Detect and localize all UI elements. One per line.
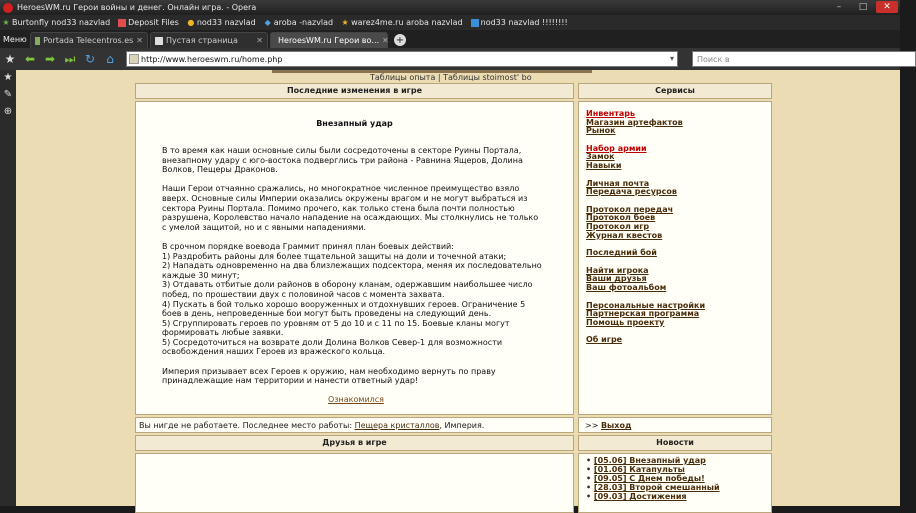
news-body: [162, 146, 544, 395]
window-title-bar: [0, 0, 900, 15]
search-input[interactable]: Поиск в: [692, 51, 916, 67]
tab-bar: [0, 30, 900, 48]
service-link-partner-program[interactable]: Партнерская программа: [586, 309, 700, 319]
news-title: Внезапный удар: [316, 119, 393, 128]
navigation-toolbar: [0, 48, 900, 70]
add-panel-icon[interactable]: ⊕: [3, 106, 13, 117]
news-paragraph: В то время как наши основные силы были сосредоточены в секторе Руины Портала, внезапному удару с юго-востока подверглись три района - Равнина Ящеров, Долина Волков, Пещеры Драконов.: [162, 146, 523, 175]
tab-telecentros[interactable]: Portada Telecentros.es ✕: [30, 32, 148, 48]
tab-heroeswm[interactable]: HeroesWM.ru Герои во... ✕: [270, 32, 388, 48]
page-content: [16, 70, 900, 506]
bookmark-item[interactable]: nod33 nazvlad !!!!!!!!: [471, 18, 568, 27]
news-list: [586, 456, 720, 501]
service-link-about[interactable]: Об игре: [586, 335, 623, 345]
service-link-photo-album[interactable]: Ваш фотоальбом: [586, 282, 667, 292]
news-paragraph: В срочном порядке воевода Граммит принял план боевых действий: 1) Раздробить районы для более тщательной защиты на доли и точечной атаки; 2) Нападать одновременно на два близлежащих подсектора, меняя их последовательно каждые 30 минут; 3) Отдавать отбитые доли районов в оборону кланам, одержавшим наибольшее число побед, по прошествии двух с половиной часов с момента захвата. 4) Пускать в бой только хорошо вооруженных и отдохнувших героев. Ограничение 5 боев в день, непроведенные бои могут быть проведены на следующий день. 5) Сгруппировать героев по уровням от 5 до 10 и с 11 по 15. Боевые кланы могут формировать любые заявки. 5) Сосредоточиться на возврате доли Долина Волков Север-1 для возможности освобождения наших Героев из вражеского кольца.: [162, 241, 542, 357]
close-tab-icon[interactable]: ✕: [382, 36, 389, 45]
service-link-mail[interactable]: Личная почта: [586, 178, 650, 188]
service-link-battle-log[interactable]: Протокол боев: [586, 213, 656, 223]
bookmark-item[interactable]: ★ Burtonfly nod33 nazvlad: [2, 17, 111, 27]
reload-icon[interactable]: ↻: [84, 52, 96, 66]
close-button[interactable]: ✕: [876, 1, 898, 13]
side-panel: [0, 70, 16, 506]
news-header: Новости: [578, 435, 772, 451]
menu-button[interactable]: Меню: [3, 34, 27, 44]
services-header: Сервисы: [578, 83, 772, 99]
close-tab-icon[interactable]: ✕: [136, 36, 143, 45]
minimize-button[interactable]: –: [836, 2, 842, 12]
site-icon: [129, 54, 139, 64]
service-link-find-player[interactable]: Найти игрока: [586, 265, 649, 275]
bookmarks-panel-icon[interactable]: ★: [3, 72, 13, 83]
news-item[interactable]: • [09.03] Достижения: [586, 492, 720, 501]
service-link-skills[interactable]: Навыки: [586, 160, 622, 170]
fast-forward-icon[interactable]: ⏭: [64, 51, 76, 66]
service-link-market[interactable]: Рынок: [586, 126, 616, 136]
news-item[interactable]: • [28.03] Второй смешанный: [586, 483, 720, 492]
news-paragraph: Империя призывает всех Героев к оружию, нам необходимо вернуть по праву принадлежащие нам территории и нанести ответный удар!: [162, 366, 496, 386]
service-link-recruit-army[interactable]: Набор армии: [586, 143, 647, 153]
tools-panel-icon[interactable]: ✎: [3, 89, 13, 100]
workplace-link[interactable]: Пещера кристаллов: [354, 421, 440, 430]
panel-toggle-icon[interactable]: ★: [4, 52, 16, 66]
service-link-resource-transfer[interactable]: Передача ресурсов: [586, 187, 677, 197]
recent-changes-panel: [135, 101, 574, 415]
new-tab-button[interactable]: +: [395, 34, 405, 46]
news-item[interactable]: • [09.05] С Днем победы!: [586, 474, 720, 483]
recent-changes-header: Последние изменения в игре: [135, 83, 574, 99]
friends-header: Друзья в игре: [135, 435, 574, 451]
bookmark-item[interactable]: Deposit Files: [118, 18, 179, 27]
back-arrow-icon[interactable]: ⬅: [24, 52, 36, 66]
chevron-down-icon[interactable]: ▾: [669, 54, 674, 63]
service-link-artifact-shop[interactable]: Магазин артефактов: [586, 117, 683, 127]
home-icon[interactable]: ⌂: [106, 52, 114, 66]
work-status: Вы нигде не работаете. Последнее место работы: Пещера кристаллов, Империя.: [135, 417, 574, 433]
service-link-game-log[interactable]: Протокол игр: [586, 221, 650, 231]
opera-logo-icon: [3, 3, 13, 13]
address-field[interactable]: http://www.heroeswm.ru/home.php ▾: [126, 51, 678, 67]
page-favicon-icon: [155, 37, 163, 45]
exit-link[interactable]: Выход: [600, 421, 632, 430]
service-link-quest-journal[interactable]: Журнал квестов: [586, 230, 663, 240]
maximize-button[interactable]: □: [858, 2, 868, 12]
bookmark-item[interactable]: ◆ aroba -nazvlad: [264, 17, 334, 27]
bookmark-item[interactable]: ● nod33 nazvlad: [187, 17, 256, 27]
news-item[interactable]: • [01.06] Катапульты: [586, 465, 720, 474]
window-title: HeroesWM.ru Герои войны и денег. Онлайн игра. - Opera: [17, 3, 257, 12]
page-favicon-icon: [35, 37, 40, 45]
services-list: [586, 110, 705, 345]
forward-arrow-icon[interactable]: ➡: [44, 52, 56, 66]
service-link-settings[interactable]: Персональные настройки: [586, 300, 706, 310]
service-link-friends[interactable]: Ваши друзья: [586, 274, 647, 284]
close-tab-icon[interactable]: ✕: [256, 36, 263, 45]
bookmark-item[interactable]: ★ warez4me.ru aroba nazvlad: [341, 17, 463, 27]
news-panel: [578, 453, 772, 513]
window-controls: [828, 1, 898, 13]
exit-row: >> Выход: [578, 417, 772, 433]
service-link-help-project[interactable]: Помощь проекту: [586, 317, 665, 327]
bookmarks-bar: [0, 15, 900, 30]
service-link-inventory[interactable]: Инвентарь: [586, 109, 636, 118]
news-paragraph: Наши Герои отчаянно сражались, но многократное численное преимущество взяло вверх. Основные силы Империи оказались окружены врагом и не могут выбраться из сектора Руины Портала. Помимо прочего, как только стена была почти полностью разрушена, Королевство начало нападение на осаждающих. Мы столкнулись не только с умелой защитой, но и с явными нападениями.: [162, 184, 539, 232]
experience-links[interactable]: Таблицы опыта | Таблицы stoimost' bo: [370, 73, 532, 82]
acknowledge-link[interactable]: Ознакомился: [328, 395, 384, 404]
news-item[interactable]: • [05.06] Внезапный удар: [586, 456, 720, 465]
friends-panel: [135, 453, 574, 513]
service-link-last-battle[interactable]: Последний бой: [586, 248, 657, 258]
services-panel: [578, 101, 772, 415]
service-link-castle[interactable]: Замок: [586, 152, 615, 162]
tab-empty-page[interactable]: Пустая страница ✕: [150, 32, 268, 48]
service-link-transfer-log[interactable]: Протокол передач: [586, 204, 674, 214]
